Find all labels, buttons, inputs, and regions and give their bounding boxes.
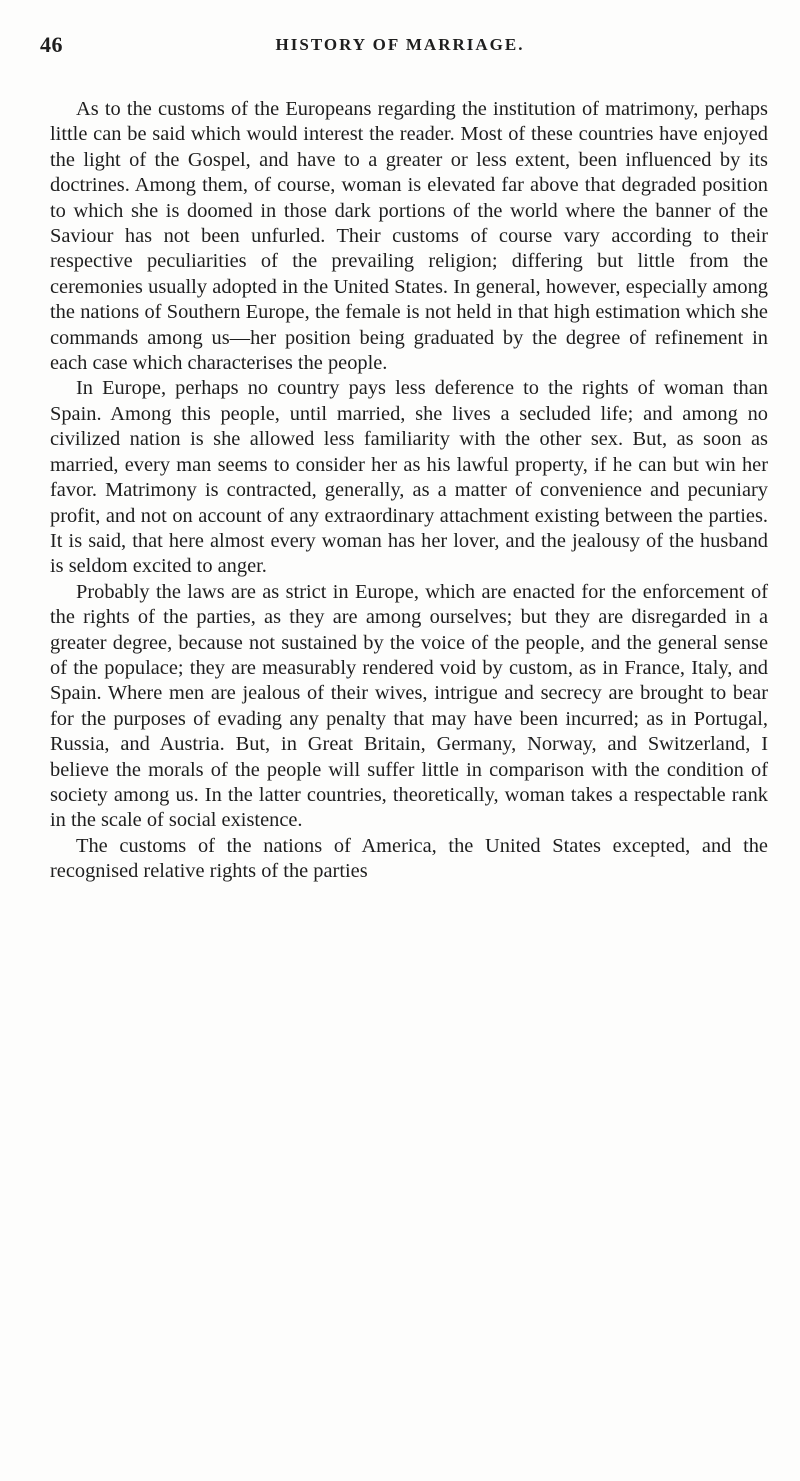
paragraph-spain: In Europe, perhaps no country pays less deference to the rights of woman than Spain. Among this people, until married, she lives a secluded life; and among no civilized nation is she allowed less familiarity with the other sex. But, as soon as married, every man seems to consider her as his lawful property, if he can but win her favor. Matrimony is contracted, generally, as a matter of convenience and pecuniary profit, and not on account of any extraordinary attachment existing between the parties. It is said, that here almost every woman has her lover, and the jealousy of the husband is seldom excited to anger. [50,377,768,578]
paragraph-european-customs: As to the customs of the Europeans regarding the institution of matrimony, perhaps little can be said which would interest the reader. Most of these countries have enjoyed the light of the Gospel, and have to a greater or less extent, been influenced by its doctrines. Among them, of course, woman is elevated far above that degraded position to which she is doomed in those dark portions of the world where the banner of the Saviour has not been unfurled. Their customs of course vary according to their respective peculiarities of the prevailing religion; differing but little from the ceremonies usually adopted in the United States. In general, however, especially among the nations of Southern Europe, the female is not held in that high estimation which she commands among us—her position being graduated by the degree of refinement in each case which characterises the people. [50,98,768,375]
page-number: 46 [40,32,63,57]
body-text [50,97,768,885]
paragraph-america: The customs of the nations of America, the United States excepted, and the recognised relative rights of the parties [50,834,768,883]
paragraph-laws-in-europe: Probably the laws are as strict in Europe, which are enacted for the enforcement of the rights of the parties, as they are among ourselves; but they are disregarded in a greater degree, because not sustained by the voice of the people, and the general sense of the populace; they are measurably rendered void by custom, as in France, Italy, and Spain. Where men are jealous of their wives, intrigue and secrecy are brought to bear for the purposes of evading any penalty that may have been incurred; as in Portugal, Russia, and Austria. But, in Great Britain, Germany, Norway, and Switzerland, I believe the morals of the people will suffer little in comparison with the condition of society among us. In the latter countries, theoretically, woman takes a respectable rank in the scale of social existence. [50,580,768,832]
running-head: HISTORY OF MARRIAGE. [275,35,525,54]
